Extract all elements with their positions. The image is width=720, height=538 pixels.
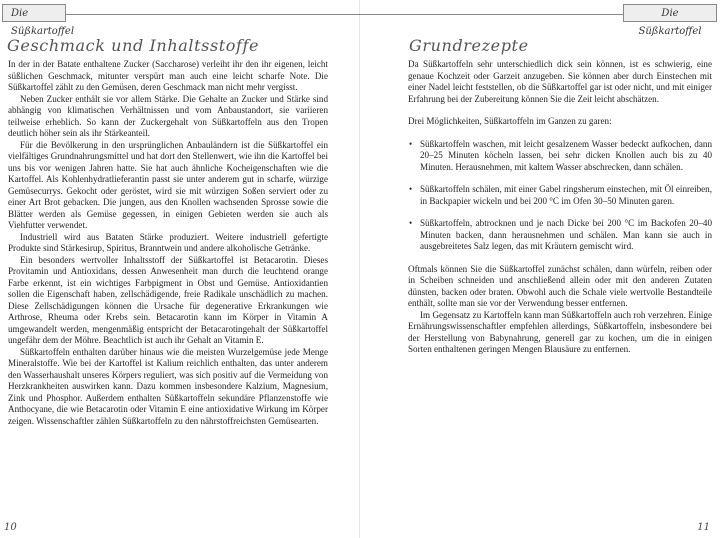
method-list <box>408 139 712 253</box>
paragraph: Oftmals können Sie die Süßkartoffel zunächst schälen, dann würfeln, reiben oder in Scheiben schneiden und anschließend allein oder mit den anderen Zutaten dünsten, backen oder braten. Obwohl auch die Schale viele wertvolle Bestandteile enthält, sollte man sie vor der Verwendung besser entfernen. <box>408 263 712 308</box>
bullet-icon: • <box>409 218 413 228</box>
page-number: 11 <box>697 522 710 533</box>
method-text: Süßkartoffeln, abtrocknen und je nach Dicke bei 200 °C im Backofen 20–40 Minuten backen, dann herausnehmen und schälen. Man kann sie auch in ausgebreitetes Salz legen, das mit Kräutern gemischt wird. <box>420 218 712 251</box>
method-text: Süßkartoffeln schälen, mit einer Gabel ringsherum einstechen, mit Öl einreiben, in Backpapier wickeln und bei 200 °C im Ofen 30–50 Minuten garen. <box>420 184 712 206</box>
paragraph: Für die Bevölkerung in den ursprünglichen Anbauländern ist die Süßkartoffel ein vielfältiges Grundnahrungsmittel und hat dort den Stellenwert, wie ihn die Kartoffel bei uns bis vor wenigen Jahren hatte. Sie hat auch ähnliche Kocheigenschaften wie die Kartoffel. Als Kohlenhydratlieferantin passt sie unter anderem gut in scharfe, würzige Gemüsecurrys. Gekocht oder geröstet, wird sie mit würzigen Soßen serviert oder zu einer Art Brot gebacken. Die jungen, aus den Knollen wachsenden Sprosse sowie die Blätter werden als Gemüse gegessen, in einigen Gebieten werden sie auch als Viehfutter verwendet. <box>8 139 328 230</box>
section-heading: Grundrezepte <box>409 36 529 55</box>
paragraph: Süßkartoffeln enthalten darüber hinaus wie die meisten Wurzelgemüse jede Menge Mineralstoffe. Wie bei der Kartoffel ist Kalium reichlich enthalten, das unter anderem den Wasserhaushalt unseres Körpers reguliert, was sich positiv auf die Vermeidung von Herzkrankheiten auswirken kann. Dazu kommen insbesondere Kalzium, Magnesium, Zink und Phosphor. Außerdem enthalten Süßkartoffeln sekundäre Pflanzenstoffe wie Anthocyane, die wie Betacarotin oder Vitamin E eine antioxidative Wirkung im Körper zeigen. Wissenschaftler zählen Süßkartoffeln zu den nährstoffreichsten Gemüsearten. <box>8 346 328 426</box>
page-number: 10 <box>4 522 17 533</box>
paragraph: Neben Zucker enthält sie vor allem Stärke. Die Gehalte an Zucker und Stärke sind abhängig von klimatischen Verhältnissen und vom Anbaustandort, sie variieren teilweise erheblich. So kann der Zuckergehalt von Süßkartoffeln aus den Tropen deutlich höher sein als ihr Stärkeanteil. <box>8 93 328 138</box>
paragraph: Ein besonders wertvoller Inhaltsstoff der Süßkartoffel ist Betacarotin. Dieses Provitamin und Antioxidans, dessen Anwesenheit man durch die leuchtend orange Farbe erkennt, ist ein wichtiges Farbpigment in Obst und Gemüse. Antioxidantien sollen die Eigenschaft haben, zellschädigende, freie Radikale unschädlich zu machen. Diese Zellschädigungen können die Ursache für degenerative Erkrankungen wie Arthrose, Rheuma oder Krebs sein. Betacarotin kann im Körper in Vitamin A umgewandelt werden, mengenmäßig entspricht der Betacarotingehalt der Süßkartoffel ungefähr dem der Möhre. Beachtlich ist auch ihr Gehalt an Vitamin E. <box>8 254 328 345</box>
paragraph: In der in der Batate enthaltene Zucker (Saccharose) verleiht ihr den ihr eigenen, leicht süßlichen Geschmack, mitunter verspürt man auch eine leicht scharfe Note. Die Süßkartoffel zählt zu den Gemüsen, deren Geschmack man nicht mehr vergisst. <box>8 59 328 92</box>
right-page <box>360 0 720 538</box>
header-rule <box>360 14 624 15</box>
bullet-icon: • <box>409 138 413 149</box>
intro-paragraph: Da Süßkartoffeln sehr unterschiedlich dick sein können, ist es schwierig, eine genaue Kochzeit oder Garzeit anzugeben. Sie können aber durch Einstechen mit einer Nadel leicht feststellen, ob die Süßkartoffel gar ist oder nicht, und mit einiger Erfahrung bei der Zubereitung können Sie die Zeit leicht abschätzen. <box>408 59 712 104</box>
list-item <box>408 139 712 174</box>
section-heading: Geschmack und Inhaltsstoffe <box>7 36 260 55</box>
list-intro: Drei Möglichkeiten, Süßkartoffeln im Ganzen zu garen: <box>408 116 612 126</box>
body-text <box>8 59 328 427</box>
list-item <box>408 184 712 207</box>
paragraph: Im Gegensatz zu Kartoffeln kann man Süßkartoffeln auch roh verzehren. Einige Ernährungswissenschaftler empfehlen allerdings, Süßkartoffeln, insbesondere bei der Herstellung von Babynahrung, generell gar zu kochen, um die in einigen Sorten enthaltenen geringen Mengen Blausäure zu entfernen. <box>408 309 712 354</box>
header-rule <box>62 14 360 15</box>
list-item <box>408 218 712 253</box>
bullet-icon: • <box>409 184 413 194</box>
paragraph: Industriell wird aus Bataten Stärke produziert. Weitere industriell gefertigte Produkte sind Stärkesirup, Spiritus, Branntwein und andere alkoholische Getränke. <box>8 231 328 253</box>
running-head: Die Süßkartoffel <box>623 4 717 22</box>
running-head: Die Süßkartoffel <box>2 4 66 22</box>
body-text <box>408 59 712 356</box>
method-text: Süßkartoffeln waschen, mit leicht gesalzenem Wasser bedeckt aufkochen, dann 20–25 Minuten köcheln lassen, bei sehr dicken Knollen auch bis zu 40 Minuten. Herausnehmen, mit kaltem Wasser abschrecken, dann schälen. <box>420 138 712 172</box>
